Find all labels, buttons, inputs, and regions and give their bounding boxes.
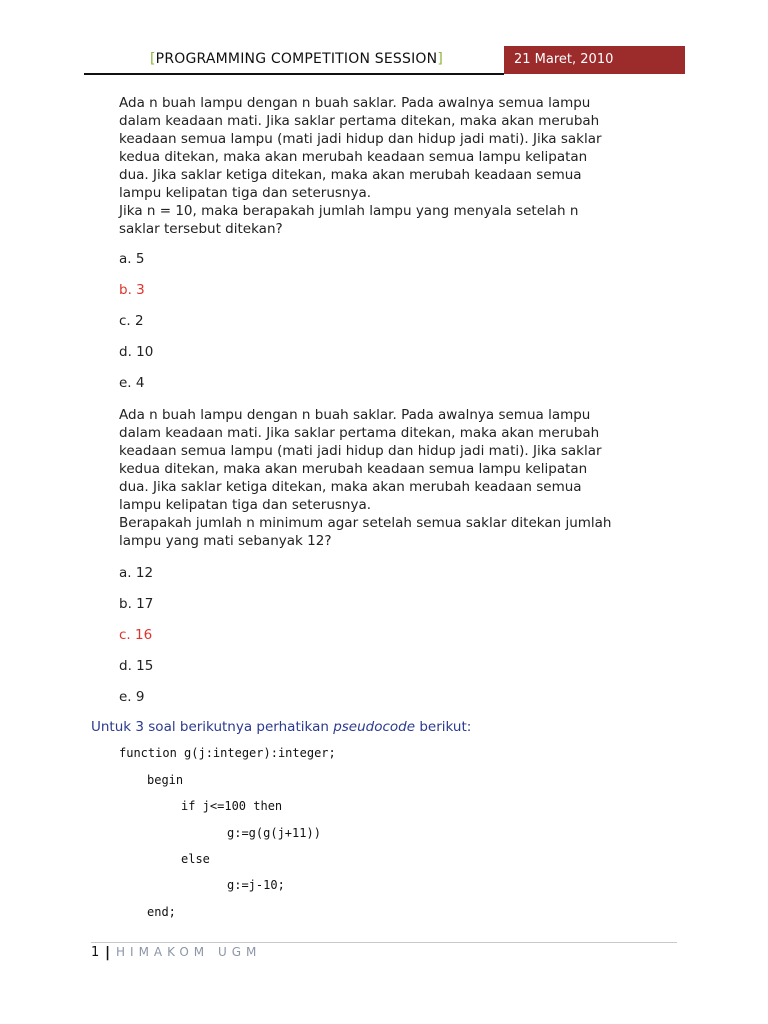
question-1-option-e: e. 4 <box>119 375 145 391</box>
question-1-option-a: a. 5 <box>119 251 145 267</box>
question-2-option-d: d. 15 <box>119 658 154 674</box>
question-1-option-b-correct: b. 3 <box>119 282 145 298</box>
question-1-line: kedua ditekan, maka akan merubah keadaan semua lampu kelipatan <box>119 149 588 165</box>
intro-text-after: berikut: <box>415 719 472 735</box>
question-2-option-c-correct: c. 16 <box>119 627 153 643</box>
code-line-if: if j<=100 then <box>181 799 283 813</box>
header-bracket-close: ] <box>437 51 443 67</box>
header-rule <box>84 73 504 75</box>
pseudocode-intro <box>91 719 471 735</box>
code-line-function: function g(j:integer):integer; <box>119 746 336 760</box>
question-1-line: lampu kelipatan tiga dan seterusnya. <box>119 185 372 201</box>
question-2-line: Berapakah jumlah n minimum agar setelah semua saklar ditekan jumlah <box>119 515 612 531</box>
question-2-line: dua. Jika saklar ketiga ditekan, maka akan merubah keadaan semua <box>119 479 582 495</box>
question-1-line: saklar tersebut ditekan? <box>119 221 283 237</box>
question-2-line: lampu yang mati sebanyak 12? <box>119 533 332 549</box>
header-date: 21 Maret, 2010 <box>504 46 685 74</box>
footer-rule <box>91 942 677 943</box>
code-line-end: end; <box>147 905 176 919</box>
question-1-text <box>119 94 677 238</box>
question-1-option-c: c. 2 <box>119 313 144 329</box>
header-bracket-open: [ <box>150 51 156 67</box>
header-title <box>150 51 443 67</box>
question-2-line: lampu kelipatan tiga dan seterusnya. <box>119 497 372 513</box>
question-2-line: dalam keadaan mati. Jika saklar pertama ditekan, maka akan merubah <box>119 425 600 441</box>
question-1-option-d: d. 10 <box>119 344 154 360</box>
question-2-line: kedua ditekan, maka akan merubah keadaan semua lampu kelipatan <box>119 461 588 477</box>
question-1-line: Ada n buah lampu dengan n buah saklar. Pada awalnya semua lampu <box>119 95 591 111</box>
question-1-line: keadaan semua lampu (mati jadi hidup dan hidup jadi mati). Jika saklar <box>119 131 602 147</box>
footer-separator: | <box>105 945 111 961</box>
page-number: 1 <box>91 945 100 960</box>
header-title-text: PROGRAMMING COMPETITION SESSION <box>155 51 438 67</box>
intro-text-before: Untuk 3 soal berikutnya perhatikan <box>91 719 334 735</box>
question-2-option-b: b. 17 <box>119 596 154 612</box>
code-line-begin: begin <box>147 773 184 787</box>
question-1-line: dua. Jika saklar ketiga ditekan, maka akan merubah keadaan semua <box>119 167 582 183</box>
question-1-line: dalam keadaan mati. Jika saklar pertama ditekan, maka akan merubah <box>119 113 600 129</box>
question-2-text <box>119 406 677 550</box>
question-2-line: keadaan semua lampu (mati jadi hidup dan hidup jadi mati). Jika saklar <box>119 443 602 459</box>
question-1-line: Jika n = 10, maka berapakah jumlah lampu yang menyala setelah n <box>119 203 579 219</box>
question-2-line: Ada n buah lampu dengan n buah saklar. Pada awalnya semua lampu <box>119 407 591 423</box>
code-line-recursive-call: g:=g(g(j+11)) <box>227 826 321 840</box>
question-2-option-e: e. 9 <box>119 689 145 705</box>
intro-emphasis: pseudocode <box>333 719 416 735</box>
code-line-assign: g:=j-10; <box>227 878 285 892</box>
question-2-option-a: a. 12 <box>119 565 154 581</box>
page-header <box>84 46 685 76</box>
code-line-else: else <box>181 852 210 866</box>
footer-organization: HIMAKOM UGM <box>116 945 262 959</box>
